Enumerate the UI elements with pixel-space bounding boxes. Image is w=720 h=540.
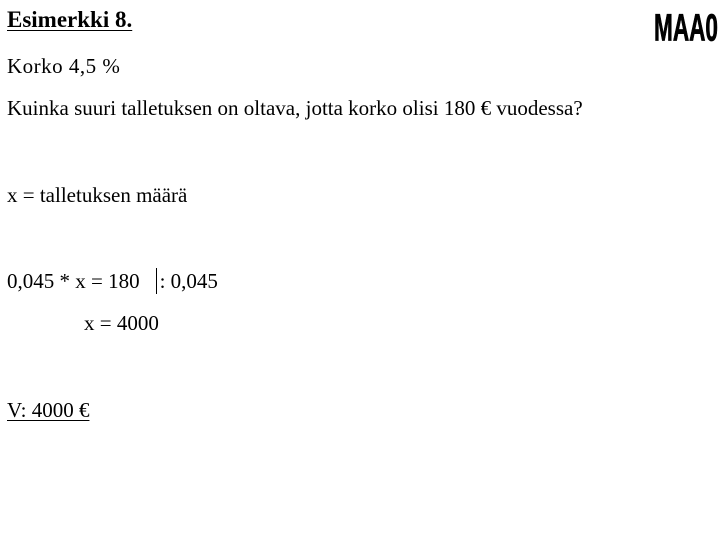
interest-rate-text: Korko 4,5 % bbox=[7, 54, 121, 78]
operation-divider bbox=[156, 268, 157, 294]
equation-operation: : 0,045 bbox=[159, 269, 218, 293]
solution-line: x = 4000 bbox=[84, 311, 159, 335]
answer-text: V: 4000 € bbox=[7, 398, 90, 422]
maa0-logo bbox=[653, 0, 719, 44]
equation-line bbox=[7, 268, 218, 294]
variable-definition: x = talletuksen määrä bbox=[7, 183, 188, 207]
question-text: Kuinka suuri talletuksen on oltava, jotta korko olisi 180 € vuodessa? bbox=[7, 96, 583, 120]
slide-title: Esimerkki 8. bbox=[7, 7, 133, 32]
svg-text:MAA0: MAA0 bbox=[654, 7, 718, 44]
equation-left: 0,045 * x = 180 bbox=[7, 269, 140, 293]
